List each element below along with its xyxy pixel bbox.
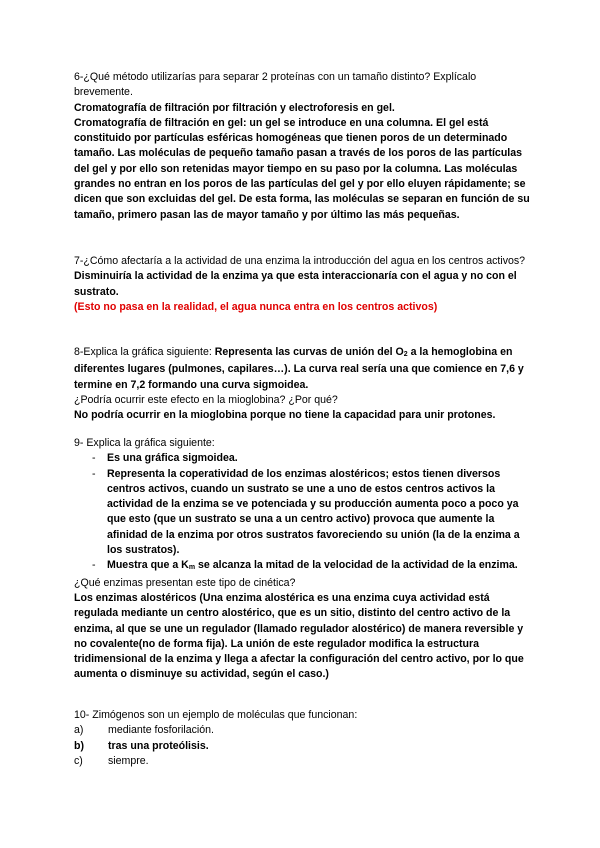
question-7-section xyxy=(74,254,536,315)
question-9-followup-question: ¿Qué enzimas presentan este tipo de cinética? xyxy=(74,576,296,589)
question-8-paragraph xyxy=(74,345,536,393)
bullet-dash: - xyxy=(92,559,96,572)
bullet-text-continued: se alcanza la mitad de la velocidad de la actividad de la enzima. xyxy=(195,559,518,572)
question-6-answer-explanation: Cromatografía de filtración en gel: un gel se introduce en una columna. El gel está constituido por partículas esféricas homogéneas que tienen poros de un determinado tamaño. Las moléculas de pequeño tamaño pasan a través de los poros de las partículas del gel y por ello son retenidas mayor tiempo en su paso por la columna. Las moléculas grandes no entran en los poros de las partículas del gel y por ello eluyen rápidamente; se dicen que son excluidas del gel. De esta forma, las moléculas se separan en función de su tamaño, primero pasan las de mayor tamaño y por último las más pequeñas. xyxy=(74,116,530,221)
question-7-text: 7-¿Cómo afectaría a la actividad de una enzima la introducción del agua en los centros activos? xyxy=(74,255,526,267)
bullet-text: Es una gráfica sigmoidea. xyxy=(107,452,238,465)
question-7-correction-note: (Esto no pasa en la realidad, el agua nunca entra en los centros activos) xyxy=(74,300,438,313)
bullet-text: Muestra que a K xyxy=(107,559,189,572)
option-b xyxy=(74,739,536,754)
question-9-bullet-1 xyxy=(74,451,536,466)
option-text: mediante fosforilación. xyxy=(108,724,214,737)
question-7-answer: Disminuiría la actividad de la enzima ya que esta interaccionaría con el agua y no con el sustrato. xyxy=(74,270,517,298)
question-6-text: 6-¿Qué método utilizarías para separar 2 proteínas con un tamaño distinto? Explícalo brevemente. xyxy=(74,71,477,99)
question-10-text: 10- Zimógenos son un ejemplo de moléculas que funcionan: xyxy=(74,709,358,721)
question-10-section xyxy=(74,708,536,769)
question-8-answer-part2: a la hemoglobina en diferentes lugares (pulmones, capilares…). La curva real sería una que comience en 7,6 y termine en 7,2 formando una curva sigmoidea. xyxy=(74,346,524,391)
option-letter: b) xyxy=(74,739,84,752)
option-letter: c) xyxy=(74,754,83,767)
question-9-followup-answer: Los enzimas alostéricos (Una enzima alostérica es una enzima cuya actividad está regulada mediante un centro alostérico, que es un sitio, distinto del centro activo de la enzima, al que se une un regulador (llamado regulador alostérico) de manera reversible y no covalente(no de forma fija). La unión de este regulador modifica la estructura tridimensional de la enzima y llega a afectar la configuración del centro activo, por lo que aumenta o disminuye su actividad, según el caso.) xyxy=(74,591,524,681)
oxygen-subscript: 2 xyxy=(403,351,408,358)
option-letter: a) xyxy=(74,724,84,737)
question-9-bullet-2 xyxy=(74,467,536,559)
question-8-followup-answer: No podría ocurrir en la mioglobina porque no tiene la capacidad para unir protones. xyxy=(74,409,496,422)
option-c xyxy=(74,754,536,769)
option-a xyxy=(74,723,536,738)
bullet-text: Representa la coperatividad de los enzimas alostéricos; estos tienen diversos centros activos, cuando un sustrato se une a uno de estos centros activos la actividad de la enzima se ve potenciada y su producción aumenta poco a poco ya que esto (que un sustrato se una a un centro activo) provoca que aumente la afinidad de la enzima por otros sustratos favoreciendo su unión (la de la enzima a los sustratos). xyxy=(107,467,520,557)
km-subscript: m xyxy=(188,564,196,572)
question-8-followup-question: ¿Podría ocurrir este efecto en la mioglobina? ¿Por qué? xyxy=(74,393,338,406)
bullet-dash: - xyxy=(92,452,96,465)
option-text: tras una proteólisis. xyxy=(108,739,209,752)
question-8-answer-part1: Representa las curvas de unión del O xyxy=(214,346,404,358)
question-9-bullet-3 xyxy=(74,558,536,575)
question-8-section xyxy=(74,345,536,423)
question-9-section xyxy=(74,436,536,683)
question-8-text: 8-Explica la gráfica siguiente: xyxy=(74,346,215,358)
question-9-bullet-list xyxy=(74,451,536,575)
option-text: siempre. xyxy=(108,754,149,767)
bullet-dash: - xyxy=(92,467,96,480)
question-6-section xyxy=(74,70,536,223)
question-9-text: 9- Explica la gráfica siguiente: xyxy=(74,437,215,449)
question-6-answer-methods: Cromatografía de filtración por filtración y electroforesis en gel. xyxy=(74,101,395,114)
